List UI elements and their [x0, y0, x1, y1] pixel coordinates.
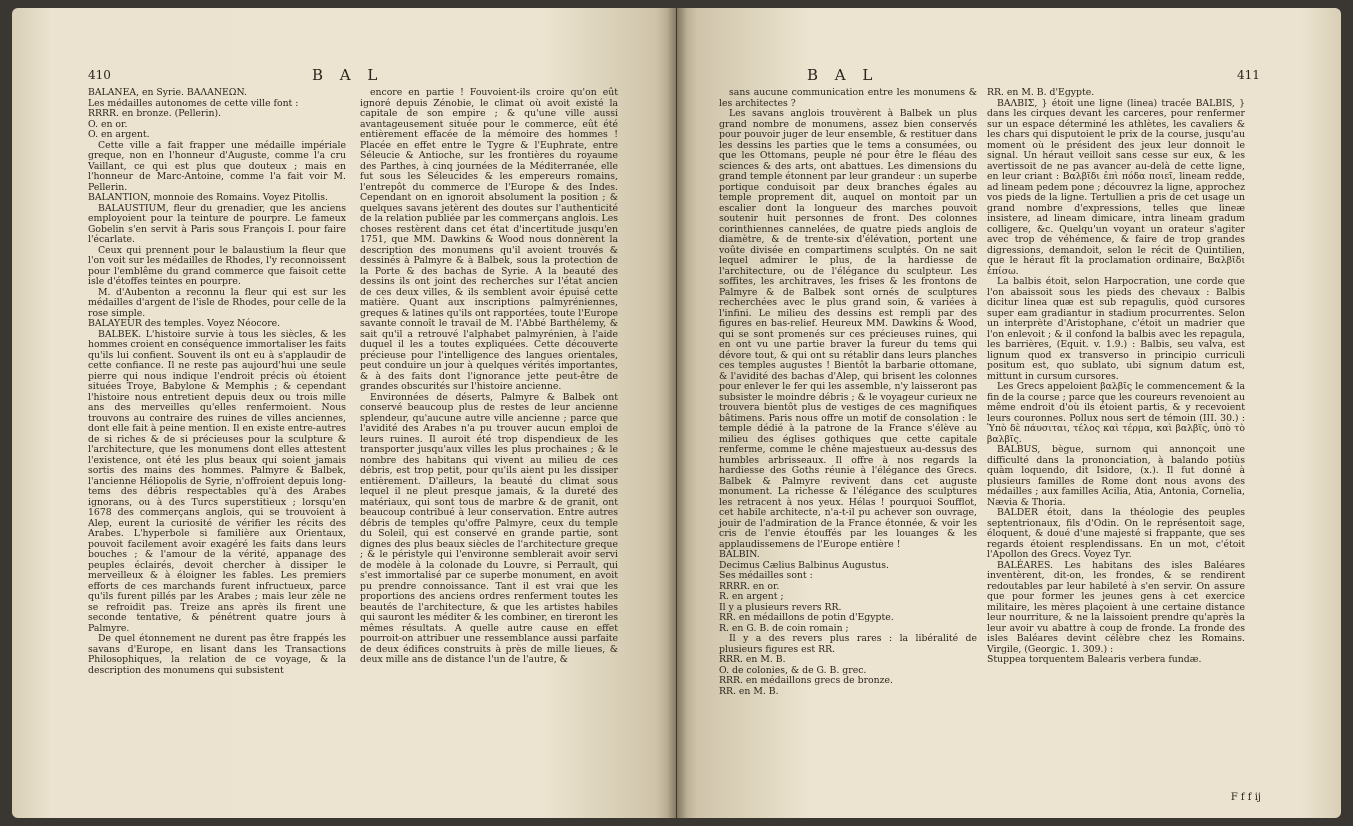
- paragraph: BALANTION, monnoie des Romains. Voyez Pitollis.: [88, 192, 328, 203]
- paragraph: M. d'Aubenton a reconnu la fleur qui est sur les médailles d'argent de l'isle de Rhodes, pour celle de la rose simple.: [88, 286, 346, 319]
- page-number-right: 411: [1237, 68, 1260, 82]
- paragraph: Les Grecs appeloient βαλβῖς le commencement & la fin de la course ; parce que les coureurs revenoient au même endroit d'où ils étoient partis, & y recevoient leurs couronnes. Pollux nous sert de témoin (III. 30.) : Ὑπὸ δὲ πάυσιται, τέλος καὶ τέρμα, καὶ βαλβῖς, ὑπὸ τὸ βαλβῖς.: [987, 381, 1245, 445]
- paragraph: Decimus Cælius Balbinus Augustus.: [719, 559, 890, 571]
- paragraph: BALDER étoit, dans la théologie des peuples septentrionaux, fils d'Odin. On le représentoit sage, éloquent, & doué d'une majesté si frappante, que ses regards étoient resplendissans. En un mot, c'étoit l'Apollon des Grecs. Voyez Tyr.: [987, 507, 1245, 560]
- paragraph: BALANEA, en Syrie. BAΛANEΩN.: [88, 87, 247, 98]
- paragraph: RRRR. en bronze. (Pellerin).: [88, 108, 222, 119]
- paragraph: Il y a plusieurs revers RR.: [719, 601, 842, 613]
- paragraph: RR. en médaillons de potin d'Egypte.: [719, 612, 894, 623]
- paragraph: encore en partie ! Fouvoient-ils croire qu'on eût ignoré depuis Zénobie, le climat où avoit existé la capitale de son empire ; & qu'une ville aussi avantageusement située pour le commerce, eût été entièrement effacée de la mémoire des hommes ! Placée en effet entre le Tygre & l'Euphrate, entre Séleucie & Antioche, sur les frontières du royaume des Parthes, à cinq journées de la Méditerranée, elle fut sous les Séleucides & les empereurs romains, l'entrepôt du commerce de l'Europe & des Indes. Cependant on en ignoroit absolument la position ; & quelques savans jetèrent des doutes sur l'authenticité de la relation publiée par les commerçans anglois. Les choses restèrent dans cet état d'incertitude jusqu'en 1751, que MM. Dawkins & Wood nous donnèrent la description des monumens qu'il avoient trouvés & dessinés à Palmyre & à Balbek, sous la protection de la Porte & des bachas de Syrie. A la beauté des dessins ils ont joint des recherches sur l'état ancien de ces deux villes, & ils semblent avoir épuisé cette matière. Quant aux inscriptions palmyréniennes, greques & latines qu'ils ont rapportées, toute l'Europe savante connoît le travail de M. l'Abbé Barthélemy, & sait qu'il a retrouvé l'alphabet palmyrénien, à l'aide duquel il les a toutes expliquées. Cette découverte précieuse pour l'intelligence des langues orientales, peut conduire un jour à quelques vérités importantes, & à des faits dont l'ignorance jette peut-être de grandes obscurités sur l'histoire ancienne.: [360, 87, 618, 392]
- paragraph: BALBUS, bègue, surnom qui annonçoit une difficulté dans la prononciation, à balando potiùs quàm loquendo, dit Isidore, (x.). Il fut donné à plusieurs familles de Rome dont nous avons des médailles ; aux familles Acilia, Atia, Antonia, Cornelia, Nævia & Thoria.: [987, 444, 1245, 508]
- paragraph: Les médailles autonomes de cette ville font :: [88, 97, 299, 109]
- paragraph: Les savans anglois trouvèrent à Balbek un plus grand nombre de monumens, assez bien conservés pour pouvoir juger de leur ensemble, & restituer dans les dessins les parties que le tems a consumées, ou que les Ottomans, peuple né pour être le fléau des sciences & des arts, ont abattues. Les dimensions du grand temple étonnent par leur grandeur : un superbe portique conduisoit par deux branches égales au temple proprement dit, auquel on montoit par un escalier dont la longueur des marches pouvoit soutenir huit personnes de front. Des colonnes corinthiennes cannelées, de quatre pieds anglois de diamètre, & de trente-six d'élévation, portent une voûte divisée en compartimens sculptés. On ne sait lequel admirer le plus, de la hardiesse de l'architecture, ou de l'élégance du sculpteur. Les soffites, les architraves, les frises & les frontons de Palmyre & de Balbek sont ornés de sculptures recherchées avec le plus grand soin, & variées à l'infini. Le milieu des dessins est rempli par des figures en bas-relief. Heureux MM. Dawkins & Wood, qui se sont promenés sur ces précieuses ruines, qui en ont vu une partie braver la fureur du tems qui dévore tout, & qui ont su rétablir dans leurs planches ces temples augustes ! Bientôt la barbarie ottomane, & l'avidité des bachas d'Alep, qui brisent les colonnes pour enlever le fer qui les assemble, n'y laisseront pas subsister le moindre débris ; & le voyageur curieux ne trouvera bientôt plus de vestiges de ces magnifiques bâtimens. Paris nous offre un motif de consolation : le temple dédié à la patrone de la France s'élève au milieu des églises gothiques que cette capitale renferme, comme le chêne majestueux au-dessus des humbles arbrisseaux. Il offre à nos regards la hardiesse des Goths réunie à l'élégance des Grecs. Balbek & Palmyre revivent dans cet auguste monument. La richesse & l'élégance des sculptures les retracent à nos yeux. Hélas ! pourquoi Soufflot, cet habile architecte, n'a-t-il pu achever son ouvrage, jouir de l'admiration de la France étonnée, & voir les cris de l'envie étouffés par les louanges & les applaudissemens de l'Europe entière !: [719, 108, 977, 550]
- paragraph: O. en argent.: [88, 129, 150, 140]
- paragraph: RRRR. en or.: [719, 580, 780, 592]
- left-page: [12, 8, 676, 818]
- paragraph: BALÉARES. Les habitans des isles Baléares inventèrent, dit-on, les frondes, & se rendirent redoutables par leur habileté à s'en servir. On assure que pour former les jeunes gens à cet exercice militaire, les mères plaçoient à une certaine distance leur nourriture, & ne la laissoient prendre qu'après la leur avoir vu abattre à coup de fronde. La fronde des isles Baléares devint célèbre chez les Romains. Virgile, (Georgic. 1. 309.) :: [987, 559, 1245, 655]
- paragraph: BAΛBIΣ, } étoit une ligne (linea) tracée BALBIS, } dans les cirques devant les carceres, pour renfermer sur un espace déterminé les athlètes, les cavaliers & les chars qui disputoient le prix de la course, jusqu'au moment où le président des jeux leur donnoit le signal. Un héraut veilloit sans cesse sur eux, & les avertissoit de ne pas avancer au-delà de cette ligne, en leur criant : Βαλβῖδι ἐπὶ πόδα ποιεῖ, lineam redde, ad lineam pedem pone ; découvrez la ligne, approchez vos pieds de la ligne. Tertullien a pris de cet usage un grand nombre d'expressions, telles que lineæ insistere, ad lineam dimicare, intra lineam gradum colligere, &c. Quelqu'un voyant un orateur s'agiter avec trop de véhémence, & faire de trop grandes digressions, demandoit, selon le récit de Quintilien, que le héraut fît la proclamation ordinaire, Βαλβῖδι ἐπίσω.: [987, 97, 1245, 277]
- paragraph: BALAYEUR des temples. Voyez Néocore.: [88, 318, 281, 329]
- left-column-2: [360, 88, 618, 666]
- paragraph: RRR. en médaillons grecs de bronze.: [719, 675, 893, 686]
- paragraph: BALBEK. L'histoire survie à tous les siècles, & les hommes croient en conséquence immortaliser les faits qu'ils lui confient. Souvent ils ont eu à s'applaudir de cette confiance. Il ne reste pas aujourd'hui une seule pierre qui nous indique l'endroit précis où étoient situées Troye, Babylone & Memphis ; & cependant l'histoire nous entretient depuis deux ou trois mille ans des merveilles qu'elles renfermoient. Nous trouvons au contraire des ruines de villes anciennes, dont elle fait à peine mention. Il en existe entre-autres de si riches & de si précieuses pour la sculpture & l'architecture, que les monumens dont elles attestent l'existence, ont été les plus beaux qui soient jamais sortis des mains des hommes. Palmyre & Balbek, l'ancienne Héliopolis de Syrie, n'offroient depuis long-tems des débris respectables qu'à des Arabes ignorans, ou à des Turcs superstitieux ; lorsqu'en 1678 des commerçans anglois, qui se trouvoient à Alep, eurent la curiosité de vérifier les récits des Arabes. L'hyperbole si familière aux Orientaux, pouvoit facilement avoir exagéré les faits dans leurs bouches ; & l'amour de la vérité, appanage des peuples éclairés, devoit chercher à dissiper le merveilleux & à éloigner les fables. Les premiers efforts de ces marchands furent infructueux, parce qu'ils furent pillés par les Arabes ; mais leur zèle ne se refroidit pas. Treize ans après ils firent une seconde tentative, & pénétrent quatre jours à Palmyre.: [88, 328, 346, 634]
- paragraph: Il y a des revers plus rares : la libéralité de plusieurs figures est RR.: [719, 633, 977, 655]
- running-head-right: B A L: [807, 66, 879, 84]
- paragraph: R. en G. B. de coin romain ;: [719, 622, 849, 634]
- left-column-1: [88, 88, 346, 676]
- paragraph: RR. en M. B. d'Egypte.: [987, 87, 1095, 98]
- signature-mark: F f f ij: [1230, 792, 1261, 803]
- book-gutter: [667, 8, 687, 818]
- paragraph: Stuppea torquentem Balearis verbera fundæ.: [987, 654, 1202, 665]
- page-number-left: 410: [88, 68, 111, 82]
- paragraph: RRR. en M. B.: [719, 654, 786, 665]
- running-head-left: B A L: [312, 66, 384, 84]
- paragraph: Ses médailles sont :: [719, 570, 813, 581]
- paragraph: Ceux qui prennent pour le balaustium la fleur que l'on voit sur les médailles de Rhodes, l'y reconnoissent pour l'emblême du grand commerce que faisoit cette isle d'étoffes teintes en pourpre.: [88, 244, 346, 287]
- paragraph: Environnées de déserts, Palmyre & Balbek ont conservé beaucoup plus de restes de leur ancienne splendeur, qu'aucune autre ville ancienne ; parce que l'avidité des Arabes n'a pu trouver aucun emploi de leurs ruines. Il auroit été trop dispendieux de les transporter jusqu'aux villes les plus prochaines ; & le nombre des habitans qui vivent au milieu de ces débris, est trop petit, pour qu'ils aient pu les dissiper entièrement. D'ailleurs, la beauté du climat sous lequel il ne pleut presque jamais, & la dureté des matériaux, qui sont tous de marbre & de granit, ont beaucoup contribué à leur conservation. Entre autres débris de temples qu'offre Palmyre, ceux du temple du Soleil, qui est conservé en grande partie, sont dignes des plus beaux siècles de l'architecture greque ; & le péristyle qui l'environne semblerait avoir servi de modèle à la colonade du Louvre, si Perrault, qui s'est immortalisé par ce superbe monument, en avoit pu prendre connoissance. Tant il est vrai que les proportions des anciens ordres renferment toutes les beautés de l'architecture, & que les artistes habiles qui sauront les méditer & les combiner, en tireront les mêmes résultats. A quelle autre cause en effet pourroit-on attribuer une ressemblance aussi parfaite de deux édifices construits à près de mille lieues, & deux mille ans de distance l'un de l'autre, &: [360, 391, 618, 665]
- paragraph: BALBIN.: [719, 549, 760, 560]
- right-column-2: [987, 88, 1245, 666]
- paragraph: O. de colonies, & de G. B. grec.: [719, 664, 867, 676]
- right-column-1: [719, 88, 977, 697]
- paragraph: BALAUSTIUM, fleur du grenadier, que les anciens employoient pour la teinture de pourpre. Le fameux Gobelin s'en servit à Paris sous François I. pour faire l'écarlate.: [88, 202, 346, 245]
- paragraph: O. en or.: [88, 118, 128, 130]
- book-spread: [12, 8, 1341, 818]
- paragraph: De quel étonnement ne durent pas être frappés les savans d'Europe, en lisant dans les Transactions Philosophiques, la relation de ce voyage, & la description des monumens qui subsistent: [88, 633, 346, 676]
- paragraph: La balbis étoit, selon Harpocration, une corde que l'on abaissoit sous les pieds des chevaux : Balbis dicitur linea quæ est sub repagulis, quòd cursores super eam gradiantur in stadium procurrentes. Selon un interprète d'Aristophane, c'étoit un madrier que l'on enlevoit ; & il confond la balbis avec les repagula, les barrières, (Equit. v. 1.9.) : Balbis, seu valva, est lignum quod ex transverso in principio curriculi positum est, quo sublato, ubi signum datum est, mittunt in cursum cursores.: [987, 276, 1245, 382]
- paragraph: Cette ville a fait frapper une médaille impériale greque, non en l'honneur d'Auguste, comme l'a cru Vaillant, ce qui est plus que douteux ; mais en l'honneur de Marc-Antoine, comme l'a fait voir M. Pellerin.: [88, 139, 346, 193]
- paragraph: RR. en M. B.: [719, 685, 779, 697]
- paragraph: sans aucune communication entre les monumens & les architectes ?: [719, 87, 977, 109]
- paragraph: R. en argent ;: [719, 591, 784, 602]
- right-page: [677, 8, 1341, 818]
